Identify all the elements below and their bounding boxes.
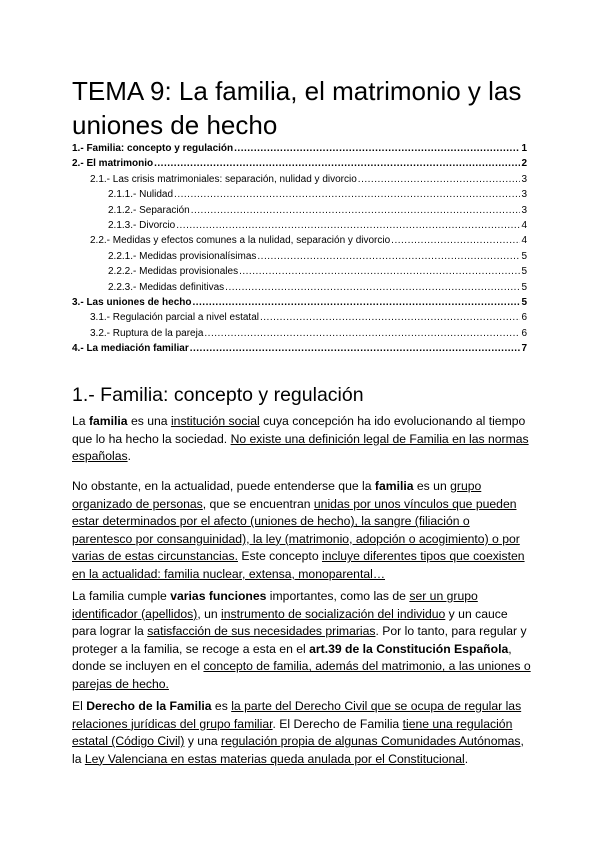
text: es un <box>413 479 451 493</box>
toc-dot-leader <box>192 297 520 308</box>
toc-entry-page: 7 <box>521 343 527 355</box>
toc-entry-page: 4 <box>521 235 527 247</box>
text: . <box>127 449 131 464</box>
toc-entry[interactable] <box>72 235 527 250</box>
toc-entry-page: 3 <box>521 173 527 185</box>
toc-dot-leader <box>260 312 520 323</box>
underlined-text: satisfacción de sus necesidades primarias <box>147 624 376 639</box>
toc-entry-page: 5 <box>521 296 527 308</box>
toc-entry[interactable] <box>72 158 527 173</box>
text: es <box>211 699 232 713</box>
toc-entry-page: 5 <box>521 281 527 293</box>
underlined-text: grupo organizado de personas <box>72 479 482 511</box>
toc-entry-page: 3 <box>521 189 527 201</box>
underlined-text: regulación propia de algunas Comunidades Autónomas <box>221 734 521 749</box>
toc-dot-leader <box>154 158 520 169</box>
document-title: TEMA 9: La familia, el matrimonio y las uniones de hecho <box>72 76 522 140</box>
toc-entry-page: 3 <box>521 204 527 216</box>
paragraph-3 <box>72 588 532 694</box>
paragraph-4 <box>72 698 532 768</box>
underlined-text: No existe una definición legal de Familia en las normas españolas <box>72 431 529 464</box>
toc-entry[interactable] <box>72 343 527 358</box>
toc-entry[interactable] <box>72 174 527 189</box>
text: , un <box>197 606 222 621</box>
toc-entry-title: 2.1.3.- Divorcio <box>108 219 176 231</box>
underlined-text: unidas por unos vínculos que pueden estar determinados por el afecto (uniones de hecho), la sangre (filiación o parentesco por consanguinidad), la ley (matrimonio, adopción o acogimiento) o por varias de estas circunstancias. <box>72 496 520 564</box>
toc-entry-title: 4.- La mediación familiar <box>72 343 189 355</box>
underlined-text: concepto de familia, además del matrimonio, a las uniones o parejas de hecho. <box>72 659 531 691</box>
toc-entry[interactable] <box>72 312 527 327</box>
toc-entry[interactable] <box>72 251 527 266</box>
toc-entry-title: 2.2.2.- Medidas provisionales <box>108 266 239 278</box>
toc-entry-page: 5 <box>521 250 527 262</box>
toc-entry-title: 3.2.- Ruptura de la pareja <box>90 327 204 339</box>
toc-entry-title: 3.1.- Regulación parcial a nivel estatal <box>90 312 259 324</box>
toc-entry-title: 1.- Familia: concepto y regulación <box>72 143 234 154</box>
toc-dot-leader <box>358 174 521 185</box>
toc-dot-leader <box>257 251 520 262</box>
underlined-text: Ley Valenciana en estas materias queda anulada por el Constitucional <box>84 751 465 766</box>
toc-dot-leader <box>239 266 520 277</box>
toc-entry-page: 1 <box>521 143 527 154</box>
bold-term: varias funciones <box>170 589 267 603</box>
text: La <box>72 414 89 428</box>
toc-entry-page: 6 <box>521 312 527 324</box>
toc-entry[interactable] <box>72 220 527 235</box>
underlined-text: institución social <box>170 414 260 428</box>
text: importantes, como las de <box>266 589 410 603</box>
toc-entry[interactable] <box>72 143 527 158</box>
toc-dot-leader <box>191 205 521 216</box>
toc-entry-title: 2.1.2.- Separación <box>108 204 190 216</box>
toc-entry[interactable] <box>72 282 527 297</box>
toc-entry-page: 4 <box>521 219 527 231</box>
toc-dot-leader <box>391 235 520 246</box>
text: , la <box>72 734 524 766</box>
bold-term: Derecho de la Familia <box>86 699 212 713</box>
bold-term: familia <box>374 479 414 493</box>
toc-dot-leader <box>225 282 520 293</box>
underlined-text: instrumento de socialización del individuo <box>221 606 446 621</box>
paragraph-2 <box>72 478 532 584</box>
toc-entry[interactable] <box>72 189 527 204</box>
text: Este concepto <box>237 549 322 564</box>
underlined-text: incluye diferentes tipos que coexisten en la actualidad: familia nuclear, extensa, monoparental… <box>72 549 525 581</box>
text: y un cauce para lograr la <box>72 606 508 639</box>
text: es una <box>127 414 171 428</box>
text: No obstante, en la actualidad, puede entenderse que la <box>72 479 375 493</box>
underlined-text: ser un grupo identificador (apellidos) <box>72 589 478 621</box>
toc-entry-title: 2.2.3.- Medidas definitivas <box>108 281 225 293</box>
toc-entry-title: 2.- El matrimonio <box>72 158 154 170</box>
text: . <box>464 751 469 766</box>
toc-dot-leader <box>234 143 520 154</box>
text: , que se encuentran <box>202 496 314 511</box>
toc-entry[interactable] <box>72 297 527 312</box>
toc-dot-leader <box>174 189 520 200</box>
toc-entry-page: 5 <box>521 266 527 278</box>
toc-dot-leader <box>190 343 521 354</box>
toc-entry-page: 6 <box>521 327 527 339</box>
bold-term: familia <box>88 414 128 428</box>
underlined-text: tiene una regulación estatal (Código Civil) <box>72 716 513 749</box>
toc-entry-title: 3.- Las uniones de hecho <box>72 296 192 308</box>
toc-entry-title: 2.2.1.- Medidas provisionalísimas <box>108 250 257 262</box>
paragraph-1 <box>72 413 532 466</box>
toc-entry-title: 2.1.- Las crisis matrimoniales: separación, nulidad y divorcio <box>90 173 357 185</box>
text: El <box>72 699 87 713</box>
text: cuya concepción ha ido evolucionando al tiempo que lo ha hecho la sociedad. <box>72 414 526 446</box>
text: y una <box>184 734 222 749</box>
table-of-contents <box>72 143 527 358</box>
toc-dot-leader <box>204 328 520 339</box>
text: . El Derecho de Familia <box>272 716 403 731</box>
toc-entry-title: 2.2.- Medidas y efectos comunes a la nulidad, separación y divorcio <box>90 235 391 247</box>
bold-term: art.39 de la Constitución Española <box>309 641 509 656</box>
toc-entry[interactable] <box>72 328 527 343</box>
text: . Por lo tanto, para regular y proteger a la familia, se recoge a esta en el <box>72 624 527 656</box>
toc-entry[interactable] <box>72 205 527 220</box>
toc-entry[interactable] <box>72 266 527 281</box>
section-heading: 1.- Familia: concepto y regulación <box>72 384 364 406</box>
toc-entry-page: 2 <box>521 158 527 170</box>
text: , donde se incluyen en el <box>72 641 512 674</box>
underlined-text: la parte del Derecho Civil que se ocupa de regular las relaciones jurídicas del grupo familiar <box>72 699 522 731</box>
toc-dot-leader <box>176 220 520 231</box>
toc-entry-title: 2.1.1.- Nulidad <box>108 189 174 201</box>
text: La familia cumple <box>72 589 171 603</box>
